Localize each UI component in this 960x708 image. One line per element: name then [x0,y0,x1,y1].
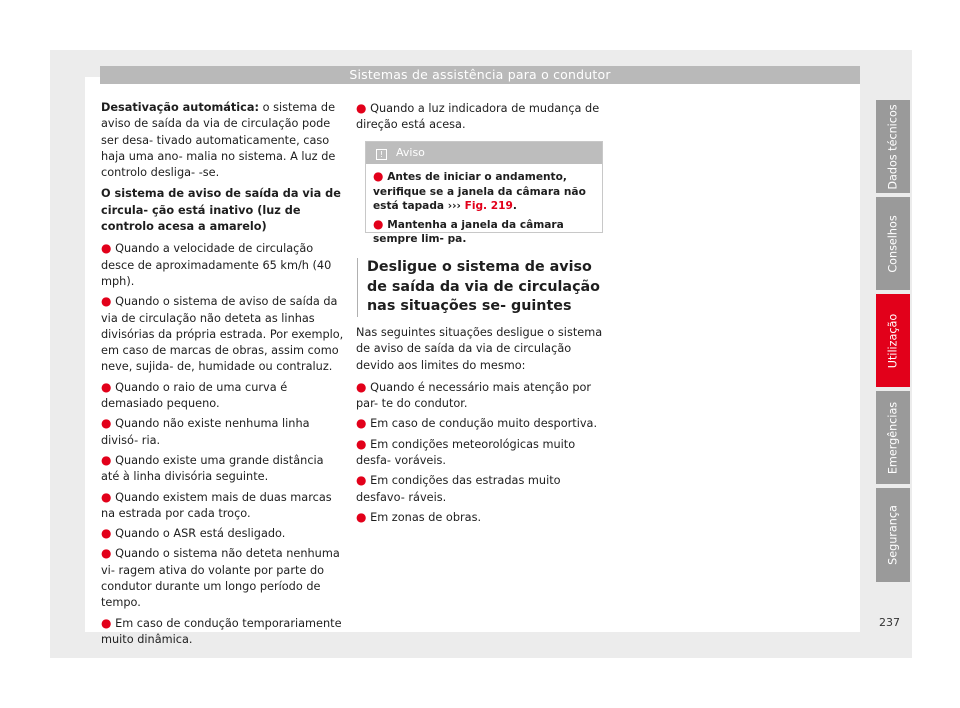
page-number: 237 [879,616,900,629]
bullet-icon: ● [356,416,367,431]
warning-title: Aviso [396,146,425,159]
list-item: ● Quando o raio de uma curva é demasiado pequeno. [101,379,288,411]
right-column [356,100,604,137]
bullet-icon: ● [356,473,367,488]
list-item: ● Quando o sistema não deteta nenhuma vi- ragem ativa do volante por parte do condutor durante um longo período de tempo. [101,546,340,610]
warning-item: ● Antes de iniciar o andamento, verifique se a janela da câmara não está tapada ››› Fig. 219. [373,169,586,213]
list-item: ● Quando a velocidade de circulação desce de aproximadamente 65 km/h (40 mph). [101,241,332,288]
list-item: ● Quando existe uma grande distância até à linha divisória seguinte. [101,452,324,484]
list-item: ● Em condições meteorológicas muito desfa- voráveis. [356,436,576,468]
bullet-icon: ● [356,436,367,451]
warning-item: ● Mantenha a janela da câmara sempre lim- pa. [373,216,564,246]
bullet-icon: ● [101,489,112,504]
list-item: ● Quando o sistema de aviso de saída da via de circulação não deteta as linhas divisórias da própria estrada. Por exemplo, em caso de marcas de obras, assim como neve, sujida- de, humidade ou contraluz. [101,294,344,374]
list-item: ● Quando a luz indicadora de mudança de direção está acesa. [356,101,600,132]
bullet-icon: ● [101,452,112,467]
page-header: Sistemas de assistência para o condutor [100,66,860,84]
tab-emergencias[interactable]: Emergências [876,391,910,484]
bullet-icon: ● [356,101,367,115]
section-intro: Nas seguintes situações desligue o sistema de aviso de saída da via de circulação devido aos limites do mesmo: [356,326,603,372]
tab-utilizacao[interactable]: Utilização [876,294,910,387]
bullet-icon: ● [101,294,112,309]
bullet-icon: ● [356,379,367,394]
list-item: ● Em caso de condução temporariamente muito dinâmica. [101,615,342,646]
list-item: ● Quando não existe nenhuma linha divisó- ria. [101,416,310,447]
section-body [356,325,604,529]
intro-label: Desativação automática: [101,101,259,114]
list-item: ● Em caso de condução muito desportiva. [356,416,598,431]
tab-conselhos[interactable]: Conselhos [876,197,910,290]
reference-arrows: ››› [447,200,461,213]
bullet-icon: ● [101,526,112,541]
bullet-icon: ● [373,216,384,231]
tab-dados-tecnicos[interactable]: Dados técnicos [876,100,910,193]
list-item: ● Quando existem mais de duas marcas na estrada por cada troço. [101,489,332,520]
bullet-icon: ● [373,169,384,183]
bullet-icon: ● [101,379,112,394]
list-item: ● Quando o ASR está desligado. [101,526,286,541]
warning-box [365,141,603,246]
status-heading: O sistema de aviso de saída da via de circula- ção está inativo (luz de controlo acesa a amarelo) [101,187,341,234]
figure-link[interactable]: Fig. 219 [464,200,513,213]
warning-header [366,142,602,164]
left-column [101,100,345,651]
bullet-icon: ● [101,546,112,561]
intro-text: o sistema de aviso de saída da via de circulação pode ser desa- tivado automaticamente, caso haja uma ano- malia no sistema. A luz de controlo desliga- -se. [101,101,336,180]
bullet-icon: ● [101,416,112,431]
bullet-icon: ● [101,241,112,256]
bullet-icon: ● [101,615,112,630]
warning-body [366,164,602,247]
bullet-icon: ● [356,509,367,524]
list-item: ● Em condições das estradas muito desfavo- ráveis. [356,473,561,504]
tab-seguranca[interactable]: Segurança [876,488,910,582]
intro-paragraph [101,100,345,181]
section-title: Desligue o sistema de aviso de saída da via de circulação nas situações se- guintes [357,258,612,317]
list-item: ● Em zonas de obras. [356,509,482,524]
list-item: ● Quando é necessário mais atenção por par- te do condutor. [356,379,592,411]
warning-icon: ! [376,149,387,160]
